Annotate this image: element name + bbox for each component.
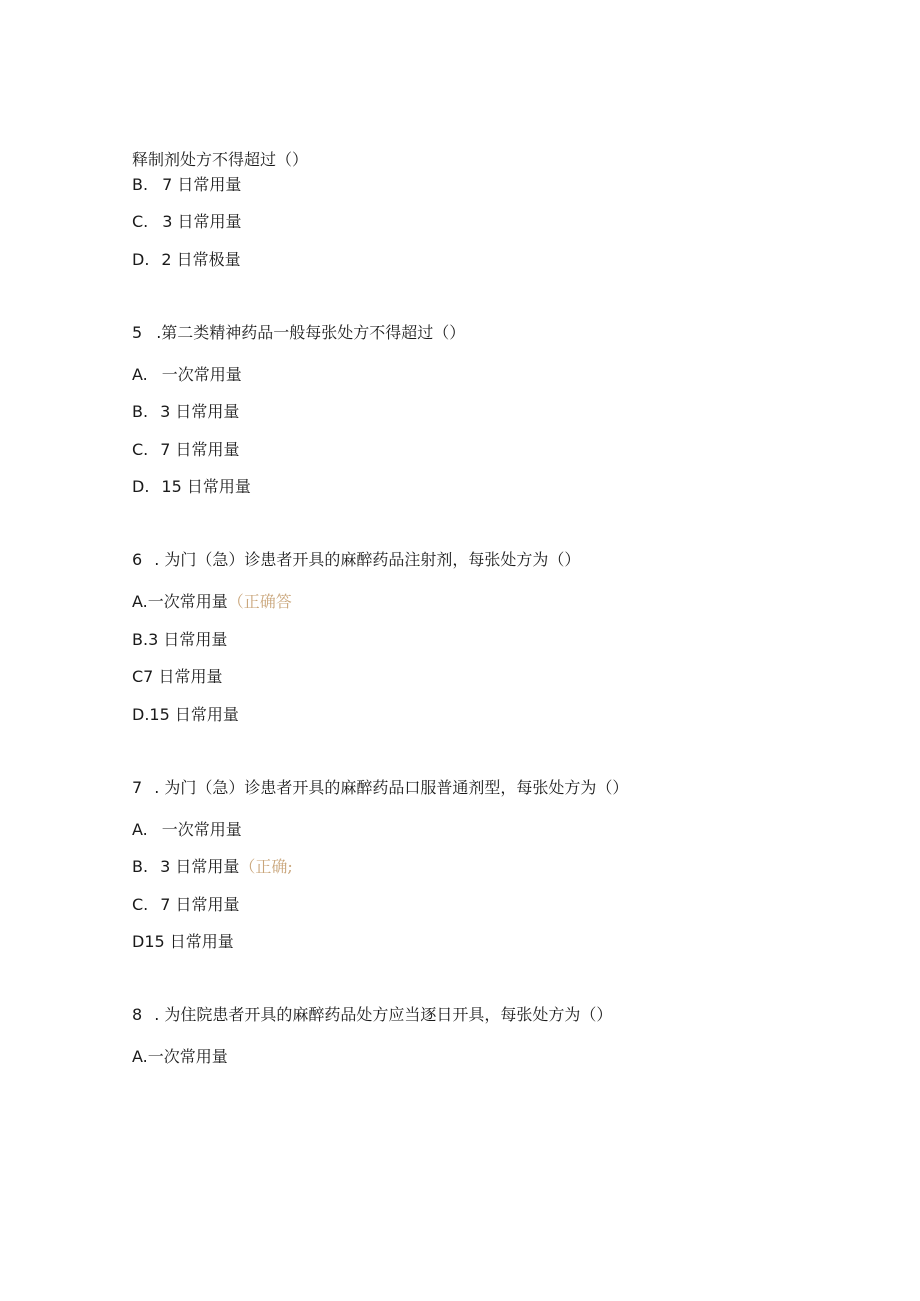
answer-note: （正确答 <box>227 592 292 611</box>
q7-option-a: A. 一次常用量 <box>132 820 242 839</box>
question-6: 6 . 为门（急）诊患者开具的麻醉药品注射剂，每张处方为（） <box>132 550 581 569</box>
question-7: 7 . 为门（急）诊患者开具的麻醉药品口服普通剂型，每张处方为（） <box>132 778 629 797</box>
q7-option-d: D15 日常用量 <box>132 932 234 951</box>
answer-note: （正确; <box>239 857 293 876</box>
q6-option-d: D.15 日常用量 <box>132 705 239 724</box>
q6-option-c: C7 日常用量 <box>132 667 223 686</box>
q5-option-d: D. 15 日常用量 <box>132 477 251 496</box>
q7-option-c: C. 7 日常用量 <box>132 895 240 914</box>
q6-option-b: B.3 日常用量 <box>132 630 228 649</box>
question-4-tail: 释制剂处方不得超过（） <box>132 150 309 169</box>
q4-option-c: C. 3 日常用量 <box>132 212 242 231</box>
q8-option-a: A.一次常用量 <box>132 1047 228 1066</box>
question-8: 8 . 为住院患者开具的麻醉药品处方应当逐日开具，每张处方为（） <box>132 1005 613 1024</box>
question-5: 5 .第二类精神药品一般每张处方不得超过（） <box>132 323 466 342</box>
q7-option-b: B. 3 日常用量（正确; <box>132 857 293 876</box>
q6-option-a: A.一次常用量（正确答 <box>132 592 292 611</box>
q4-option-b: B. 7 日常用量 <box>132 175 242 194</box>
q5-option-a: A. 一次常用量 <box>132 365 242 384</box>
q5-option-b: B. 3 日常用量 <box>132 402 240 421</box>
q5-option-c: C. 7 日常用量 <box>132 440 240 459</box>
q4-option-d: D. 2 日常极量 <box>132 250 241 269</box>
